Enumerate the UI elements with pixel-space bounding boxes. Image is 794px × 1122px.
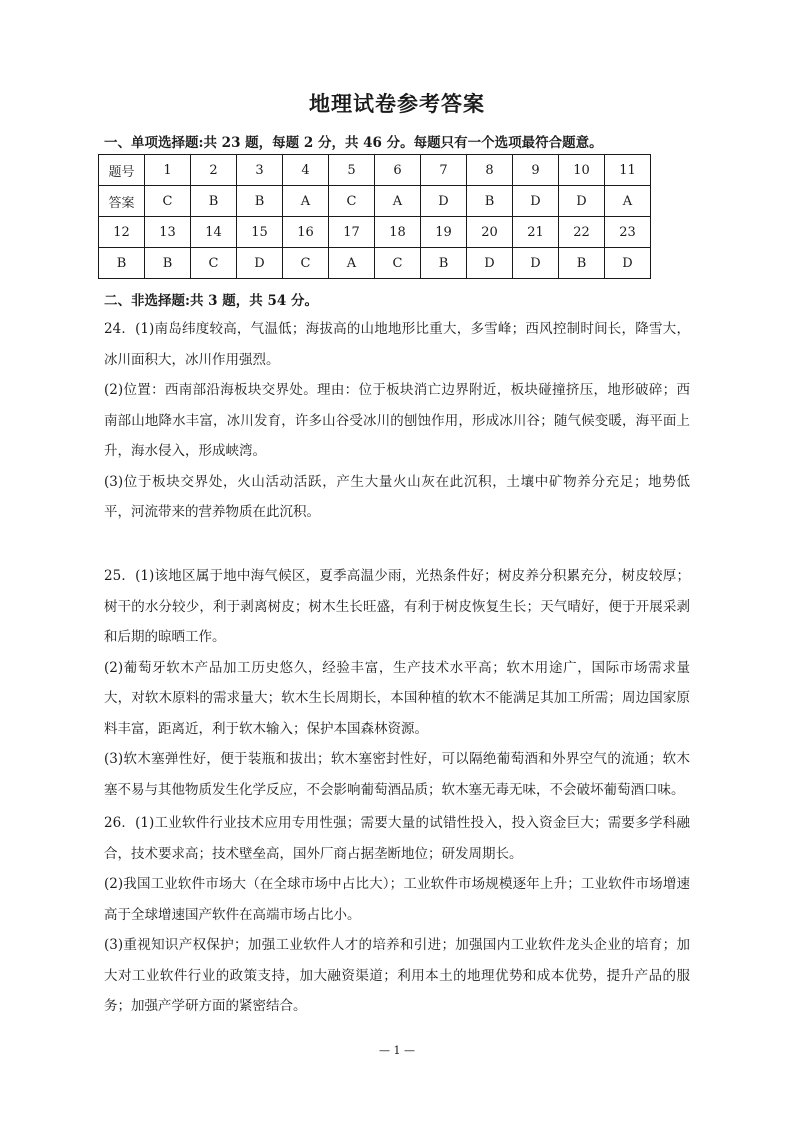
question-number-cell: 21 [513,217,559,248]
question-number-cell: 12 [99,217,145,248]
answer-cell: A [375,186,421,217]
question-number-cell: 3 [237,155,283,186]
q24-part1: 24．(1)南岛纬度较高，气温低；海拔高的山地地形比重大，多雪峰；西风控制时间长，降雪大，冰川面积大，冰川作用强烈。 [104,321,690,368]
answer-cell: D [467,248,513,279]
answer-cell: A [605,186,651,217]
question-number-cell: 20 [467,217,513,248]
q25-part1: 25．(1)该地区属于地中海气候区，夏季高温少雨，光热条件好；树皮养分积累充分，树皮较厚；树干的水分较少，利于剥离树皮；树木生长旺盛，有利于树皮恢复生长；天气晴好，便于开展采剥和后期的晾晒工作。 [104,568,690,645]
answer-table [98,154,651,279]
question-number-cell: 13 [145,217,191,248]
question-number-cell: 9 [513,155,559,186]
answer-cell: B [145,248,191,279]
question-number-cell: 16 [283,217,329,248]
row-label-answer: 答案 [99,186,145,217]
page-title: 地理试卷参考答案 [309,91,485,116]
q25-part2: (2)葡萄牙软木产品加工历史悠久，经验丰富，生产技术水平高；软木用途广，国际市场需求量大，对软木原料的需求量大；软木生长周期长，本国种植的软木不能满足其加工所需；周边国家原料丰富，距离近，利于软木输入；保护本国森林资源。 [104,659,690,737]
answer-cell: D [605,248,651,279]
question-number-cell: 8 [467,155,513,186]
question-number-cell: 22 [559,217,605,248]
answer-cell: B [421,248,467,279]
question-24-answer [104,314,690,528]
section1-heading: 一、单项选择题:共 23 题，每题 2 分，共 46 分。每题只有一个选项最符合题意。 [104,135,603,151]
table-row-numbers-2 [99,217,651,248]
answer-cell: B [559,248,605,279]
question-number-cell: 15 [237,217,283,248]
answer-cell: B [99,248,145,279]
question-26-answer [104,808,690,1022]
question-number-cell: 4 [283,155,329,186]
question-number-cell: 23 [605,217,651,248]
page-number: — 1 — [379,1044,415,1057]
question-number-cell: 10 [559,155,605,186]
q25-part3: (3)软木塞弹性好，便于装瓶和拔出；软木塞密封性好，可以隔绝葡萄酒和外界空气的流通；软木塞不易与其他物质发生化学反应，不会影响葡萄酒品质；软木塞无毒无味，不会破坏葡萄酒口味。 [104,751,690,798]
answer-cell: A [329,248,375,279]
answer-cell: D [513,186,559,217]
answer-cell: B [467,186,513,217]
q24-part3: (3)位于板块交界处，火山活动活跃，产生大量火山灰在此沉积，土壤中矿物养分充足；地势低平，河流带来的营养物质在此沉积。 [104,473,690,520]
question-number-cell: 6 [375,155,421,186]
question-number-cell: 2 [191,155,237,186]
question-number-cell: 14 [191,217,237,248]
answer-cell: A [283,186,329,217]
answer-cell: C [145,186,191,217]
answer-cell: D [237,248,283,279]
section2-heading: 二、非选择题:共 3 题，共 54 分。 [104,293,318,309]
question-25-answer [104,561,690,805]
q26-part3: (3)重视知识产权保护；加强工业软件人才的培养和引进；加强国内工业软件龙头企业的培育；加大对工业软件行业的政策支持，加大融资渠道；利用本土的地理优势和成本优势，提升产品的服务；加强产学研方面的紧密结合。 [104,937,690,1014]
table-row-answers-1 [99,186,651,217]
question-number-cell: 17 [329,217,375,248]
answer-cell: B [237,186,283,217]
table-row-answers-2 [99,248,651,279]
question-number-cell: 1 [145,155,191,186]
question-number-cell: 11 [605,155,651,186]
answer-cell: D [559,186,605,217]
answer-cell: C [191,248,237,279]
question-number-cell: 5 [329,155,375,186]
answer-cell: D [513,248,559,279]
answer-cell: C [375,248,421,279]
q26-part2: (2)我国工业软件市场大（在全球市场中占比大）；工业软件市场规模逐年上升；工业软件市场增速高于全球增速国产软件在高端市场占比小。 [104,876,690,923]
q26-part1: 26．(1)工业软件行业技术应用专用性强；需要大量的试错性投入，投入资金巨大；需要多学科融合，技术要求高；技术壁垒高，国外厂商占据垄断地位；研发周期长。 [104,815,690,862]
row-label-number: 题号 [99,155,145,186]
answer-cell: C [283,248,329,279]
question-number-cell: 19 [421,217,467,248]
q24-part2: (2)位置：西南部沿海板块交界处。理由：位于板块消亡边界附近，板块碰撞挤压，地形破碎；西南部山地降水丰富，冰川发育，许多山谷受冰川的刨蚀作用，形成冰川谷；随气候变暖，海平面上升，海水侵入，形成峡湾。 [104,382,690,459]
question-number-cell: 18 [375,217,421,248]
question-number-cell: 7 [421,155,467,186]
answer-cell: D [421,186,467,217]
answer-cell: B [191,186,237,217]
table-row-numbers-1 [99,155,651,186]
answer-cell: C [329,186,375,217]
